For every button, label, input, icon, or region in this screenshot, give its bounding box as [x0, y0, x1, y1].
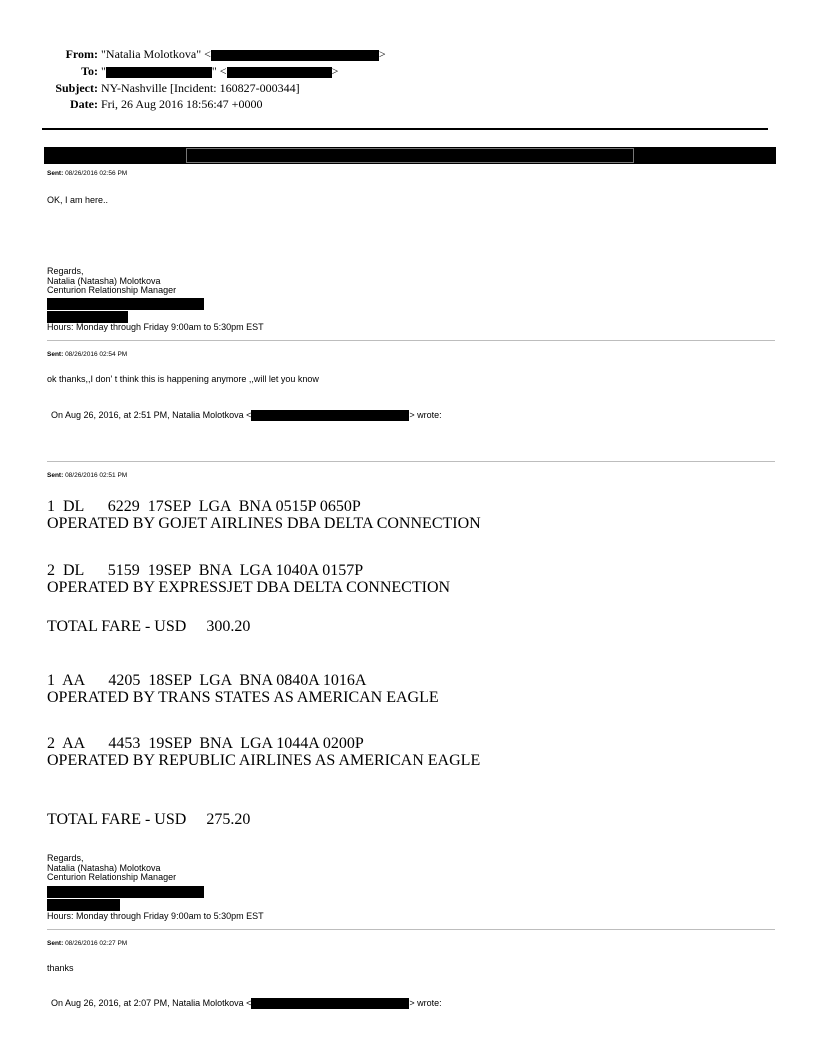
subject-label: Subject:	[55, 81, 98, 95]
header-from	[40, 48, 386, 61]
signature	[47, 267, 176, 296]
from-end: >	[378, 47, 386, 61]
quote-end: > wrote:	[409, 410, 442, 420]
redacted-email	[211, 50, 379, 61]
quote-line	[51, 410, 442, 421]
sent-date: 08/26/2016 02:54 PM	[65, 351, 128, 358]
header-date	[40, 98, 262, 111]
itinerary-operator: OPERATED BY REPUBLIC AIRLINES AS AMERICAN EAGLE	[47, 752, 481, 769]
itinerary-line: 1 AA 4205 18SEP LGA BNA 0840A 1016A	[47, 672, 367, 689]
redacted-name	[106, 67, 212, 78]
redacted-contact	[47, 899, 120, 911]
date-text: Fri, 26 Aug 2016 18:56:47 +0000	[101, 97, 263, 111]
sent-label: Sent:	[47, 170, 64, 177]
itinerary-operator: OPERATED BY EXPRESSJET DBA DELTA CONNECTION	[47, 579, 451, 596]
sent-line	[47, 351, 127, 358]
itinerary-operator: OPERATED BY TRANS STATES AS AMERICAN EAGLE	[47, 689, 439, 706]
message-body: thanks	[47, 963, 74, 973]
total-fare: TOTAL FARE - USD 300.20	[47, 618, 251, 635]
subject-text: NY-Nashville [Incident: 160827-000344]	[101, 81, 300, 95]
from-label: From:	[65, 47, 98, 61]
sent-date: 08/26/2016 02:56 PM	[65, 170, 128, 177]
itinerary-operator: OPERATED BY GOJET AIRLINES DBA DELTA CONNECTION	[47, 515, 481, 532]
header-to	[40, 65, 338, 78]
redacted-email	[227, 67, 332, 78]
to-start: "	[101, 64, 106, 78]
message-divider	[47, 929, 775, 930]
sent-line	[47, 472, 127, 479]
message-body: OK, I am here..	[47, 195, 109, 205]
to-end: >	[331, 64, 339, 78]
header-divider	[42, 128, 768, 130]
message-divider	[47, 340, 775, 341]
sent-label: Sent:	[47, 472, 64, 479]
redacted-email	[251, 998, 409, 1009]
sig-name: Natalia (Natasha) Molotkova	[47, 275, 161, 286]
sent-date: 08/26/2016 02:27 PM	[65, 940, 128, 947]
total-fare: TOTAL FARE - USD 275.20	[47, 811, 251, 828]
redacted-email	[251, 410, 409, 421]
quote-end: > wrote:	[409, 998, 442, 1008]
sig-title: Centurion Relationship Manager	[47, 285, 177, 295]
sent-label: Sent:	[47, 940, 64, 947]
itinerary-line: 1 DL 6229 17SEP LGA BNA 0515P 0650P	[47, 498, 361, 515]
to-mid: " <	[211, 64, 227, 78]
quote-start: On Aug 26, 2016, at 2:51 PM, Natalia Molotkova <	[51, 410, 252, 420]
date-label: Date:	[70, 97, 98, 111]
sig-hours: Hours: Monday through Friday 9:00am to 5:30pm EST	[47, 322, 264, 332]
sig-regards: Regards,	[47, 853, 84, 863]
broken-image-icon	[186, 148, 634, 163]
sig-hours: Hours: Monday through Friday 9:00am to 5:30pm EST	[47, 911, 264, 921]
to-label: To:	[81, 64, 98, 78]
itinerary-line: 2 DL 5159 19SEP BNA LGA 1040A 0157P	[47, 562, 364, 579]
header-subject	[40, 82, 300, 95]
quote-line	[51, 998, 442, 1009]
itinerary-line: 2 AA 4453 19SEP BNA LGA 1044A 0200P	[47, 735, 364, 752]
sent-label: Sent:	[47, 351, 64, 358]
sent-line	[47, 170, 127, 177]
sig-regards: Regards,	[47, 266, 84, 276]
sig-title: Centurion Relationship Manager	[47, 872, 177, 882]
from-name: "Natalia Molotkova" <	[101, 47, 211, 61]
sent-line	[47, 940, 127, 947]
sent-date: 08/26/2016 02:51 PM	[65, 472, 128, 479]
redacted-contact	[47, 298, 204, 310]
quote-start: On Aug 26, 2016, at 2:07 PM, Natalia Molotkova <	[51, 998, 252, 1008]
sig-name: Natalia (Natasha) Molotkova	[47, 862, 161, 873]
message-body: ok thanks,,I don' t think this is happening anymore ,,will let you know	[47, 374, 319, 384]
redacted-contact	[47, 886, 204, 898]
signature	[47, 854, 176, 883]
message-divider	[47, 461, 775, 462]
